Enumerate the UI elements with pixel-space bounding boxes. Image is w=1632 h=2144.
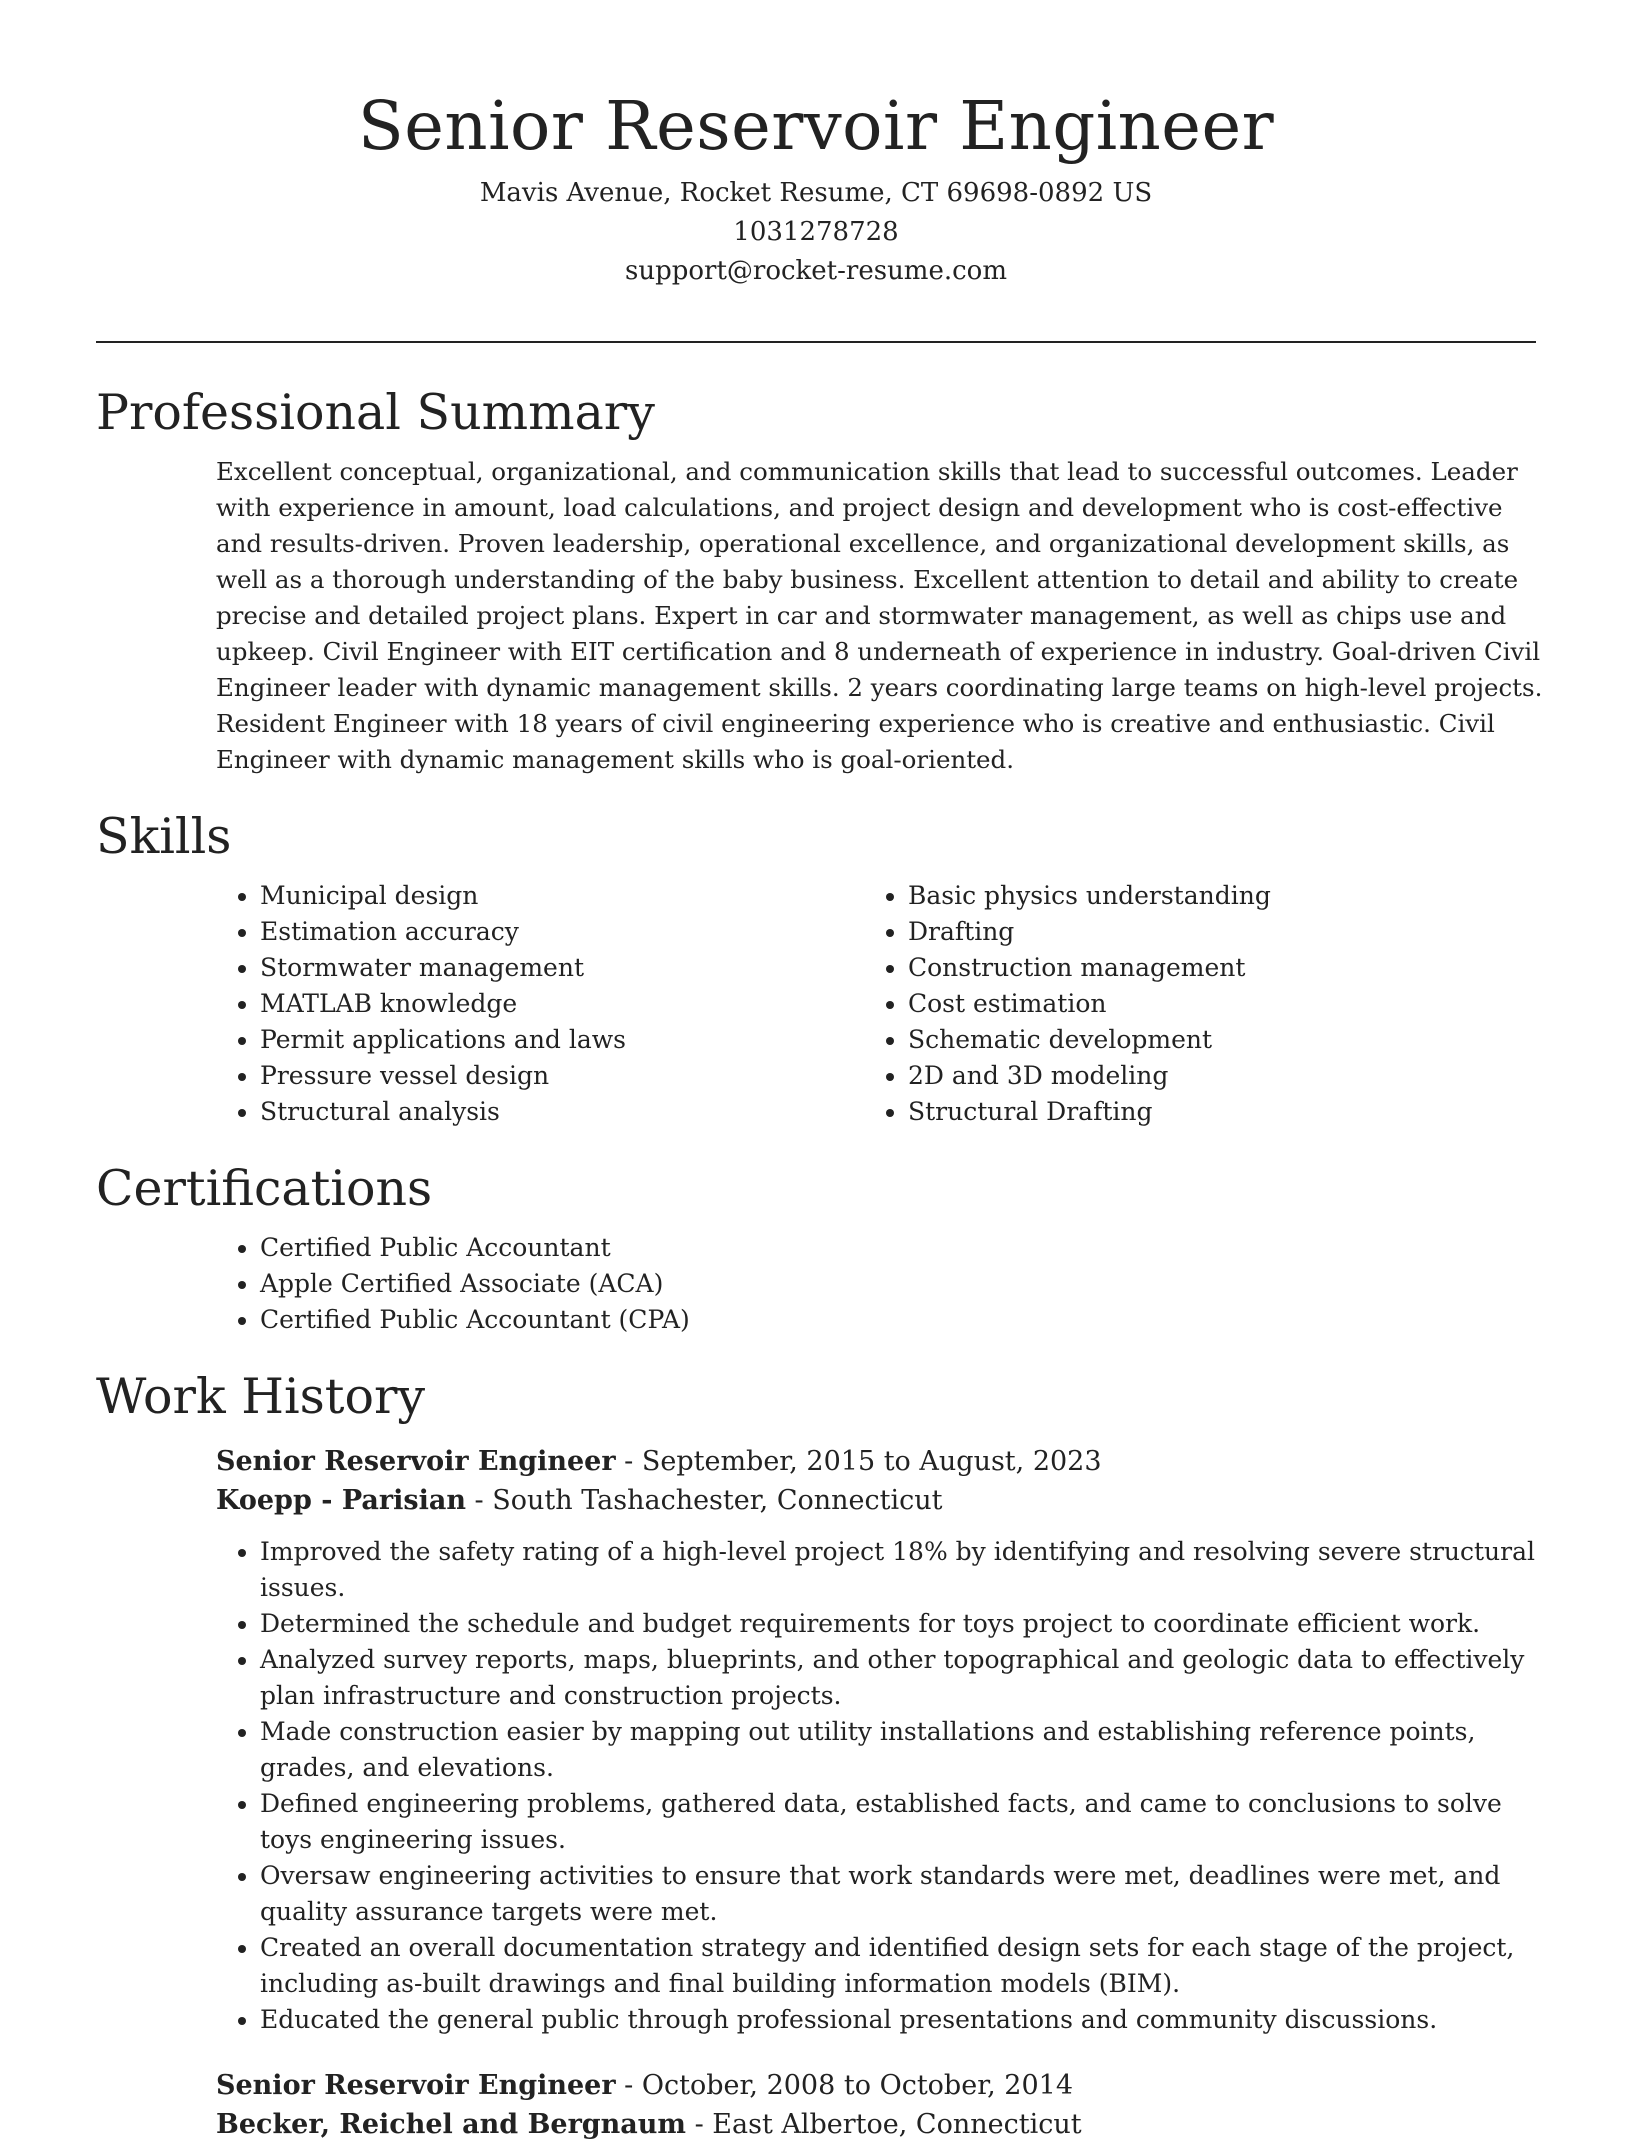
skills-column-1: [96, 878, 744, 1130]
skill-item: • Structural Drafting: [908, 1094, 1408, 1130]
header-divider: [96, 341, 1536, 343]
resume-content: [96, 378, 1543, 2144]
skill-item: • Permit applications and laws: [260, 1022, 744, 1058]
job-location: - East Albertoe, Connecticut: [686, 2109, 1082, 2140]
job-employer-line: [216, 1481, 1536, 1520]
job-dates: - October, 2008 to October, 2014: [615, 2070, 1074, 2101]
skill-item: • Drafting: [908, 914, 1408, 950]
job-bullet: • Educated the general public through professional presentations and community discussions.: [260, 2002, 1540, 2038]
job-entry: [216, 1442, 1536, 2038]
skill-item: • 2D and 3D modeling: [908, 1058, 1408, 1094]
employer-name: Koepp - Parisian: [216, 1485, 466, 1516]
job-bullet: • Created an overall documentation strategy and identified design sets for each stage of the project, including as-built drawings and final building information models (BIM).: [260, 1930, 1540, 2002]
certification-item: • Certified Public Accountant (CPA): [260, 1302, 1536, 1338]
certifications-heading: Certifications: [96, 1160, 433, 1217]
job-entry: [216, 2066, 1536, 2144]
job-title-line: [216, 2066, 1536, 2105]
employer-name: Becker, Reichel and Bergnaum: [216, 2109, 686, 2140]
skill-item: • Construction management: [908, 950, 1408, 986]
job-bullet: • Oversaw engineering activities to ensure that work standards were met, deadlines were met, and quality assurance targets were met.: [260, 1858, 1540, 1930]
work-history-heading: Work History: [96, 1368, 426, 1425]
resume-header: [0, 78, 1632, 291]
job-location: - South Tashachester, Connecticut: [465, 1485, 943, 1516]
skills-column-2: [744, 878, 1408, 1130]
phone: 1031278728: [733, 217, 899, 247]
skill-item: • Estimation accuracy: [260, 914, 744, 950]
skill-item: • Structural analysis: [260, 1094, 744, 1130]
skill-item: • Pressure vessel design: [260, 1058, 744, 1094]
work-history-section: [96, 1362, 1536, 2144]
summary-heading: Professional Summary: [96, 384, 655, 441]
skill-item: • MATLAB knowledge: [260, 986, 744, 1022]
job-employer-line: [216, 2105, 1536, 2144]
skill-item: • Schematic development: [908, 1022, 1408, 1058]
job-bullet: • Analyzed survey reports, maps, blueprints, and other topographical and geologic data to effectively plan infrastructure and construction projects.: [260, 1642, 1540, 1714]
summary-section: [96, 378, 1543, 778]
job-dates: - September, 2015 to August, 2023: [615, 1446, 1102, 1477]
certifications-list: [96, 1230, 1536, 1338]
certifications-section: [96, 1154, 1536, 1338]
job-bullets: [216, 1534, 1536, 2038]
address: Mavis Avenue, Rocket Resume, CT 69698-0892 US: [479, 178, 1153, 208]
skills-heading: Skills: [96, 808, 232, 865]
skills-section: [96, 802, 1536, 1130]
job-title-line: [216, 1442, 1536, 1481]
skill-item: • Cost estimation: [908, 986, 1408, 1022]
job-bullet: • Made construction easier by mapping out utility installations and establishing reference points, grades, and elevations.: [260, 1714, 1540, 1786]
email: support@rocket-resume.com: [624, 256, 1007, 286]
certification-item: • Certified Public Accountant: [260, 1230, 1536, 1266]
skill-item: • Stormwater management: [260, 950, 744, 986]
candidate-name: Senior Reservoir Engineer: [357, 87, 1275, 165]
skill-item: • Basic physics understanding: [908, 878, 1408, 914]
job-bullet: • Defined engineering problems, gathered data, established facts, and came to conclusions to solve toys engineering issues.: [260, 1786, 1540, 1858]
skill-item: • Municipal design: [260, 878, 744, 914]
job-title: Senior Reservoir Engineer: [216, 1446, 616, 1477]
job-bullet: • Improved the safety rating of a high-level project 18% by identifying and resolving severe structural issues.: [260, 1534, 1540, 1606]
skills-grid: [96, 878, 1536, 1130]
summary-text: Excellent conceptual, organizational, and communication skills that lead to successful outcomes. Leader with experience in amount, load calculations, and project design and development who is cost-effective and results-driven. Proven leadership, operational excellence, and organizational development skills, as well as a thorough understanding of the baby business. Excellent attention to detail and ability to create precise and detailed project plans. Expert in car and stormwater management, as well as chips use and upkeep. Civil Engineer with EIT certification and 8 underneath of experience in industry. Goal-driven Civil Engineer leader with dynamic management skills. 2 years coordinating large teams on high-level projects. Resident Engineer with 18 years of civil engineering experience who is creative and enthusiastic. Civil Engineer with dynamic management skills who is goal-oriented.: [216, 457, 1543, 774]
job-bullet: • Determined the schedule and budget requirements for toys project to coordinate efficient work.: [260, 1606, 1540, 1642]
job-title: Senior Reservoir Engineer: [216, 2070, 616, 2101]
certification-item: • Apple Certified Associate (ACA): [260, 1266, 1536, 1302]
